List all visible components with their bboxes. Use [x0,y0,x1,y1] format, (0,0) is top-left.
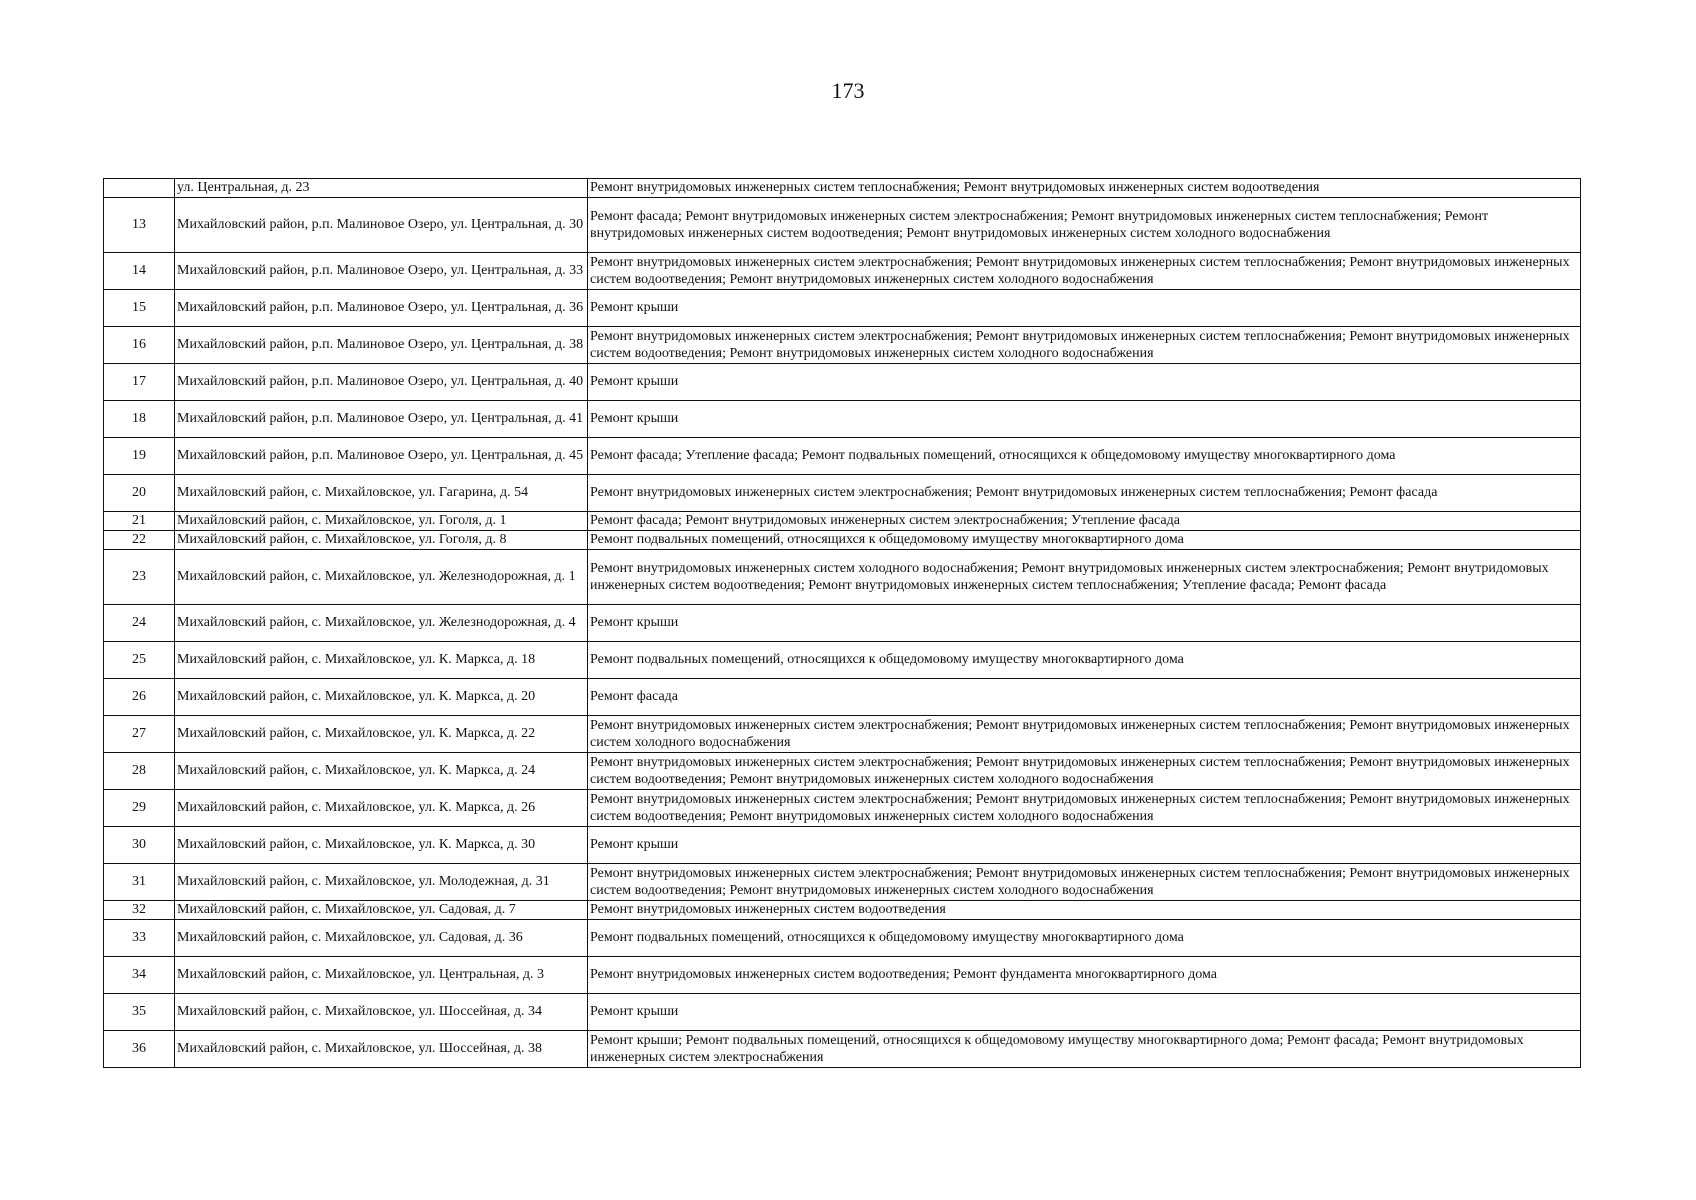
table-row [104,179,1581,198]
row-address: Михайловский район, с. Михайловское, ул. Садовая, д. 36 [175,920,588,957]
row-address: Михайловский район, с. Михайловское, ул. Железнодорожная, д. 4 [175,605,588,642]
row-address: Михайловский район, с. Михайловское, ул. Садовая, д. 7 [175,901,588,920]
table-row [104,327,1581,364]
row-number: 33 [104,920,175,957]
row-address: Михайловский район, с. Михайловское, ул. Шоссейная, д. 34 [175,994,588,1031]
row-address: Михайловский район, с. Михайловское, ул. К. Маркса, д. 20 [175,679,588,716]
row-address: ул. Центральная, д. 23 [175,179,588,198]
row-works: Ремонт крыши [588,364,1581,401]
table-row [104,198,1581,253]
row-works: Ремонт крыши [588,827,1581,864]
row-works: Ремонт внутридомовых инженерных систем электроснабжения; Ремонт внутридомовых инженерных систем теплоснабжения; Ремонт внутридомовых инженерных систем водоотведения; Ремонт внутридомовых инженерных систем холодного водоснабжения [588,753,1581,790]
table-row [104,290,1581,327]
row-number: 24 [104,605,175,642]
row-number: 19 [104,438,175,475]
table-row [104,401,1581,438]
row-works: Ремонт подвальных помещений, относящихся к общедомовому имуществу многоквартирного дома [588,642,1581,679]
row-address: Михайловский район, с. Михайловское, ул. К. Маркса, д. 24 [175,753,588,790]
row-number: 32 [104,901,175,920]
row-works: Ремонт внутридомовых инженерных систем водоотведения; Ремонт фундамента многоквартирного дома [588,957,1581,994]
table-row [104,364,1581,401]
row-works: Ремонт подвальных помещений, относящихся к общедомовому имуществу многоквартирного дома [588,920,1581,957]
row-number: 22 [104,531,175,550]
row-address: Михайловский район, с. Михайловское, ул. К. Маркса, д. 26 [175,790,588,827]
table-row [104,475,1581,512]
row-number: 25 [104,642,175,679]
row-number: 23 [104,550,175,605]
row-address: Михайловский район, с. Михайловское, ул. Гоголя, д. 8 [175,531,588,550]
row-works: Ремонт внутридомовых инженерных систем водоотведения [588,901,1581,920]
row-number: 21 [104,512,175,531]
table-row [104,253,1581,290]
row-works: Ремонт внутридомовых инженерных систем электроснабжения; Ремонт внутридомовых инженерных систем теплоснабжения; Ремонт внутридомовых инженерных систем водоотведения; Ремонт внутридомовых инженерных систем холодного водоснабжения [588,327,1581,364]
row-works: Ремонт крыши [588,290,1581,327]
table-row [104,512,1581,531]
row-works: Ремонт внутридомовых инженерных систем электроснабжения; Ремонт внутридомовых инженерных систем теплоснабжения; Ремонт внутридомовых инженерных систем холодного водоснабжения [588,716,1581,753]
row-number: 17 [104,364,175,401]
table-row [104,753,1581,790]
row-number: 16 [104,327,175,364]
row-number: 30 [104,827,175,864]
row-address: Михайловский район, р.п. Малиновое Озеро, ул. Центральная, д. 33 [175,253,588,290]
row-address: Михайловский район, р.п. Малиновое Озеро, ул. Центральная, д. 40 [175,364,588,401]
row-address: Михайловский район, р.п. Малиновое Озеро, ул. Центральная, д. 30 [175,198,588,253]
row-number: 26 [104,679,175,716]
table-row [104,901,1581,920]
page-number: 173 [831,78,865,103]
table-row [104,438,1581,475]
row-works: Ремонт крыши; Ремонт подвальных помещений, относящихся к общедомовому имуществу многоквартирного дома; Ремонт фасада; Ремонт внутридомовых инженерных систем электроснабжения [588,1031,1581,1068]
table-row [104,679,1581,716]
row-number: 34 [104,957,175,994]
row-address: Михайловский район, с. Михайловское, ул. К. Маркса, д. 22 [175,716,588,753]
row-address: Михайловский район, с. Михайловское, ул. Центральная, д. 3 [175,957,588,994]
row-works: Ремонт внутридомовых инженерных систем электроснабжения; Ремонт внутридомовых инженерных систем теплоснабжения; Ремонт внутридомовых инженерных систем водоотведения; Ремонт внутридомовых инженерных систем холодного водоснабжения [588,864,1581,901]
row-address: Михайловский район, с. Михайловское, ул. К. Маркса, д. 18 [175,642,588,679]
row-address: Михайловский район, р.п. Малиновое Озеро, ул. Центральная, д. 38 [175,327,588,364]
row-works: Ремонт крыши [588,605,1581,642]
row-works: Ремонт фасада; Ремонт внутридомовых инженерных систем электроснабжения; Утепление фасада [588,512,1581,531]
table-row [104,864,1581,901]
table-row [104,1031,1581,1068]
repair-program-table [103,178,1581,1068]
row-works: Ремонт подвальных помещений, относящихся к общедомовому имуществу многоквартирного дома [588,531,1581,550]
row-address: Михайловский район, с. Михайловское, ул. Шоссейная, д. 38 [175,1031,588,1068]
table-body [104,179,1581,1068]
table-row [104,920,1581,957]
row-works: Ремонт крыши [588,401,1581,438]
row-address: Михайловский район, с. Михайловское, ул. Гагарина, д. 54 [175,475,588,512]
table-row [104,994,1581,1031]
row-number: 28 [104,753,175,790]
row-address: Михайловский район, р.п. Малиновое Озеро, ул. Центральная, д. 45 [175,438,588,475]
row-number: 31 [104,864,175,901]
row-number [104,179,175,198]
row-works: Ремонт внутридомовых инженерных систем теплоснабжения; Ремонт внутридомовых инженерных систем водоотведения [588,179,1581,198]
row-address: Михайловский район, с. Михайловское, ул. К. Маркса, д. 30 [175,827,588,864]
row-number: 13 [104,198,175,253]
table-row [104,605,1581,642]
row-address: Михайловский район, р.п. Малиновое Озеро, ул. Центральная, д. 36 [175,290,588,327]
table-row [104,531,1581,550]
row-works: Ремонт внутридомовых инженерных систем холодного водоснабжения; Ремонт внутридомовых инженерных систем электроснабжения; Ремонт внутридомовых инженерных систем водоотведения; Ремонт внутридомовых инженерных систем теплоснабжения; Утепление фасада; Ремонт фасада [588,550,1581,605]
table-row [104,642,1581,679]
row-address: Михайловский район, с. Михайловское, ул. Железнодорожная, д. 1 [175,550,588,605]
row-number: 20 [104,475,175,512]
row-works: Ремонт внутридомовых инженерных систем электроснабжения; Ремонт внутридомовых инженерных систем теплоснабжения; Ремонт внутридомовых инженерных систем водоотведения; Ремонт внутридомовых инженерных систем холодного водоснабжения [588,253,1581,290]
row-address: Михайловский район, с. Михайловское, ул. Молодежная, д. 31 [175,864,588,901]
row-works: Ремонт крыши [588,994,1581,1031]
row-number: 29 [104,790,175,827]
row-address: Михайловский район, р.п. Малиновое Озеро, ул. Центральная, д. 41 [175,401,588,438]
table-row [104,550,1581,605]
row-number: 15 [104,290,175,327]
row-works: Ремонт фасада [588,679,1581,716]
table-row [104,716,1581,753]
row-address: Михайловский район, с. Михайловское, ул. Гоголя, д. 1 [175,512,588,531]
row-number: 35 [104,994,175,1031]
row-works: Ремонт внутридомовых инженерных систем электроснабжения; Ремонт внутридомовых инженерных систем теплоснабжения; Ремонт фасада [588,475,1581,512]
row-works: Ремонт фасада; Утепление фасада; Ремонт подвальных помещений, относящихся к общедомовому имуществу многоквартирного дома [588,438,1581,475]
table-row [104,957,1581,994]
row-works: Ремонт фасада; Ремонт внутридомовых инженерных систем электроснабжения; Ремонт внутридомовых инженерных систем теплоснабжения; Ремонт внутридомовых инженерных систем водоотведения; Ремонт внутридомовых инженерных систем холодного водоснабжения [588,198,1581,253]
row-number: 14 [104,253,175,290]
row-works: Ремонт внутридомовых инженерных систем электроснабжения; Ремонт внутридомовых инженерных систем теплоснабжения; Ремонт внутридомовых инженерных систем водоотведения; Ремонт внутридомовых инженерных систем холодного водоснабжения [588,790,1581,827]
table-row [104,827,1581,864]
table-row [104,790,1581,827]
row-number: 18 [104,401,175,438]
row-number: 36 [104,1031,175,1068]
row-number: 27 [104,716,175,753]
